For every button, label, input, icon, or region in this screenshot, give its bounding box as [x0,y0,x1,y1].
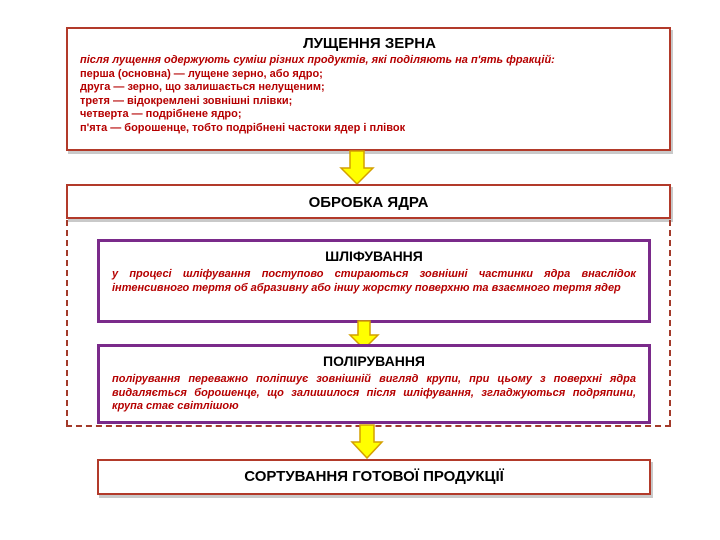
polishing-text: полірування переважно поліпшує зовнішній вигляд крупи, при цьому з поверхні ядра видаляється борошенце, що залишилося після шліфування, згладжуються подряпини, крупа стає світлішою [112,373,636,412]
husking-fraction-1: перша (основна) — лущене зерно, або ядро; [80,67,323,80]
dashed-border-left [66,220,68,426]
husking-fraction-3: третя — відокремлені зовнішні плівки; [80,94,293,107]
polishing-title: ПОЛІРУВАННЯ [323,353,425,369]
husking-fraction-5: п'ята — борошенце, тобто подрібнені частоки ядер і плівок [80,121,406,134]
husking-title: ЛУЩЕННЯ ЗЕРНА [303,35,436,52]
dashed-border-right [669,220,671,426]
sorting-box [97,459,651,495]
husking-box [66,27,671,151]
husking-intro: після лущення одержують суміш різних продуктів, які поділяють на п'ять фракцій: [80,54,555,66]
down-arrow-icon [339,150,375,186]
grinding-title: ШЛІФУВАННЯ [325,248,423,264]
sorting-title: СОРТУВАННЯ ГОТОВОЇ ПРОДУКЦІЇ [244,468,504,485]
kernel-processing-title: ОБРОБКА ЯДРА [308,194,429,211]
grinding-box [97,239,651,323]
grinding-text: у процесі шліфування поступово стираються зовнішні частинки ядра внаслідок інтенсивного тертя об абразивну або іншу жорстку поверхню та взаємного тертя ядер [112,268,636,294]
polishing-box [97,344,651,424]
husking-fraction-2: друга — зерно, що залишається нелущеним; [80,81,325,93]
down-arrow-icon [350,424,384,460]
husking-fraction-4: четверта — подрібнене ядро; [80,108,242,120]
kernel-processing-box [66,184,671,219]
